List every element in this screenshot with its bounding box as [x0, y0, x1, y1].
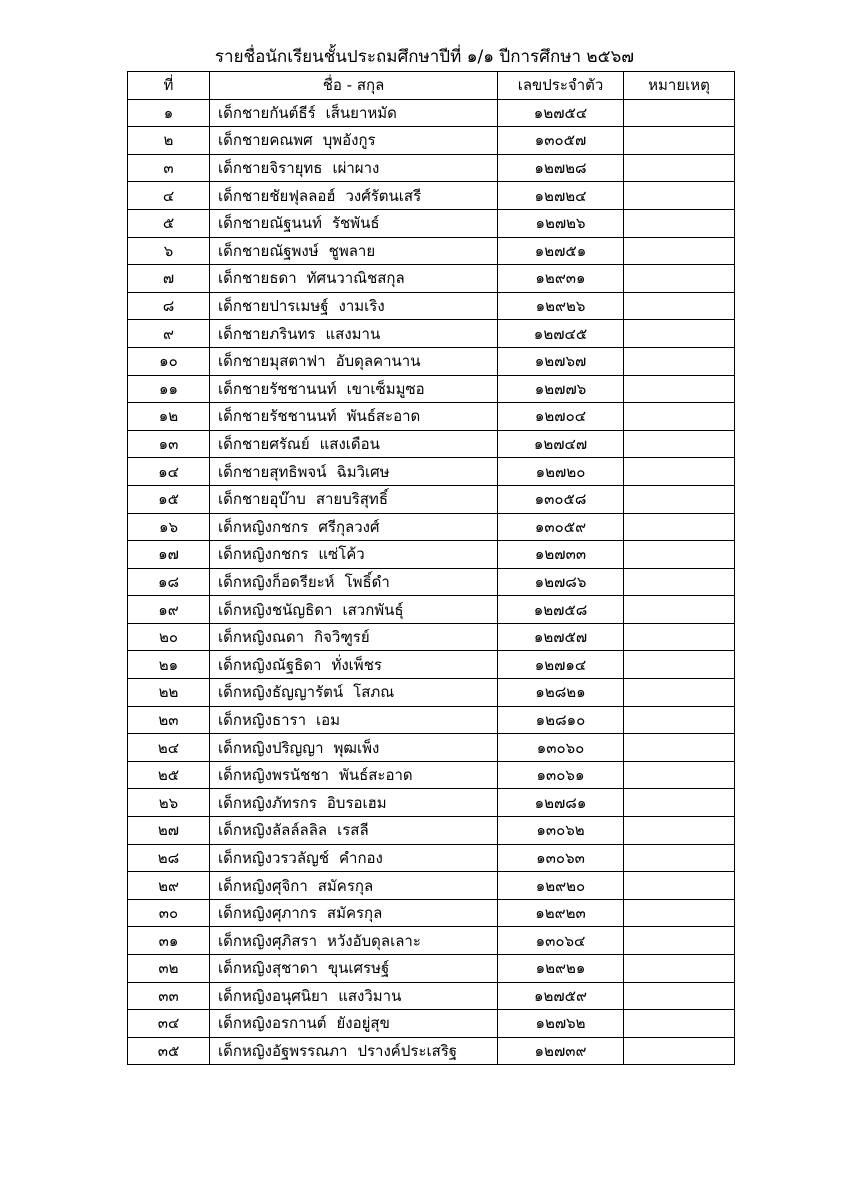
row-number: ๓๒	[128, 955, 210, 983]
student-first-name: เด็กหญิงลัลล์ลลิล	[218, 821, 328, 840]
student-full-name	[210, 182, 498, 210]
student-full-name	[210, 679, 498, 707]
student-first-name: เด็กชายณัฐพงษ์	[218, 241, 319, 260]
row-number: ๒	[128, 127, 210, 155]
row-number: ๒๖	[128, 789, 210, 817]
page-title: รายชื่อนักเรียนชั้นประถมศึกษาปีที่ ๑/๑ ปีการศึกษา ๒๕๖๗	[214, 47, 635, 67]
student-full-name	[210, 237, 498, 265]
table-row	[128, 982, 735, 1010]
student-full-name	[210, 347, 498, 375]
student-first-name: เด็กหญิงพรนัชชา	[218, 766, 329, 785]
student-full-name	[210, 513, 498, 541]
header-student-id: เลขประจำตัว	[498, 72, 624, 100]
table-body	[128, 99, 735, 1065]
table-row	[128, 403, 735, 431]
table-row	[128, 99, 735, 127]
student-last-name: เอม	[316, 710, 341, 729]
row-number: ๓๐	[128, 899, 210, 927]
remarks-cell	[624, 403, 735, 431]
table-row	[128, 292, 735, 320]
student-id: ๑๒๗๔๕	[498, 320, 624, 348]
student-id: ๑๒๙๒๖	[498, 292, 624, 320]
student-last-name: เรสลี	[337, 821, 369, 840]
remarks-cell	[624, 485, 735, 513]
row-number: ๒๗	[128, 817, 210, 845]
student-first-name: เด็กชายปารเมษฐ์	[218, 297, 329, 316]
student-last-name: สมัครกุล	[317, 876, 374, 895]
student-first-name: เด็กหญิงอัฐพรรณภา	[218, 1042, 348, 1061]
row-number: ๑๑	[128, 375, 210, 403]
table-row	[128, 872, 735, 900]
student-first-name: เด็กชายอุบ๊าบ	[218, 490, 306, 509]
remarks-cell	[624, 99, 735, 127]
table-row	[128, 955, 735, 983]
student-full-name	[210, 265, 498, 293]
row-number: ๑๘	[128, 568, 210, 596]
student-full-name	[210, 817, 498, 845]
table-row	[128, 706, 735, 734]
remarks-cell	[624, 265, 735, 293]
student-full-name	[210, 982, 498, 1010]
student-id: ๑๒๘๒๑	[498, 679, 624, 707]
table-header-row	[128, 72, 735, 100]
student-first-name: เด็กหญิงธัญญารัตน์	[218, 683, 344, 702]
student-first-name: เด็กชายคณพศ	[218, 131, 313, 150]
student-id: ๑๒๗๘๑	[498, 789, 624, 817]
student-id: ๑๒๙๓๑	[498, 265, 624, 293]
table-row	[128, 651, 735, 679]
student-last-name: สมัครกุล	[326, 904, 383, 923]
student-first-name: เด็กหญิงกชกร	[218, 517, 309, 536]
student-first-name: เด็กหญิงอนุศนิยา	[218, 986, 329, 1005]
student-id: ๑๒๗๓๓	[498, 541, 624, 569]
student-last-name: คำกอง	[339, 848, 383, 867]
table-row	[128, 347, 735, 375]
student-full-name	[210, 1010, 498, 1038]
row-number: ๑๔	[128, 458, 210, 486]
remarks-cell	[624, 320, 735, 348]
remarks-cell	[624, 209, 735, 237]
table-row	[128, 209, 735, 237]
row-number: ๒๓	[128, 706, 210, 734]
table-row	[128, 458, 735, 486]
remarks-cell	[624, 789, 735, 817]
row-number: ๓๑	[128, 927, 210, 955]
row-number: ๑๙	[128, 596, 210, 624]
remarks-cell	[624, 817, 735, 845]
student-first-name: เด็กหญิงศุภิสรา	[218, 931, 317, 950]
remarks-cell	[624, 623, 735, 651]
table-row	[128, 1010, 735, 1038]
student-last-name: หวังอับดุลเลาะ	[327, 931, 421, 950]
student-id: ๑๓๐๖๔	[498, 927, 624, 955]
remarks-cell	[624, 927, 735, 955]
remarks-cell	[624, 955, 735, 983]
student-first-name: เด็กชายศรัณย์	[218, 435, 310, 454]
student-last-name: กิจวิฑูรย์	[314, 628, 370, 647]
student-id: ๑๒๙๒๓	[498, 899, 624, 927]
student-last-name: อิบรอเฮม	[326, 793, 387, 812]
row-number: ๑๗	[128, 541, 210, 569]
row-number: ๖	[128, 237, 210, 265]
student-id: ๑๓๐๖๒	[498, 817, 624, 845]
remarks-cell	[624, 513, 735, 541]
student-id: ๑๒๗๖๗	[498, 347, 624, 375]
remarks-cell	[624, 182, 735, 210]
table-row	[128, 265, 735, 293]
student-full-name	[210, 209, 498, 237]
student-last-name: ชูพลาย	[328, 241, 376, 260]
student-last-name: ศรีกุลวงศ์	[318, 517, 380, 536]
student-first-name: เด็กหญิงวรวลัญช์	[218, 848, 329, 867]
student-last-name: พันธ์สะอาด	[338, 766, 413, 785]
remarks-cell	[624, 982, 735, 1010]
student-id: ๑๒๗๒๘	[498, 154, 624, 182]
student-id: ๑๒๗๒๔	[498, 182, 624, 210]
student-first-name: เด็กชายมุสตาฟา	[218, 352, 326, 371]
table-row	[128, 513, 735, 541]
row-number: ๓	[128, 154, 210, 182]
student-id: ๑๓๐๕๙	[498, 513, 624, 541]
remarks-cell	[624, 761, 735, 789]
remarks-cell	[624, 734, 735, 762]
student-last-name: บุพอังกูร	[322, 131, 376, 150]
student-first-name: เด็กหญิงชนัญธิดา	[218, 600, 333, 619]
student-last-name: โพธิ์ดำ	[344, 572, 390, 591]
remarks-cell	[624, 127, 735, 155]
remarks-cell	[624, 430, 735, 458]
row-number: ๒๐	[128, 623, 210, 651]
table-row	[128, 899, 735, 927]
student-full-name	[210, 651, 498, 679]
student-full-name	[210, 458, 498, 486]
student-full-name	[210, 320, 498, 348]
student-full-name	[210, 844, 498, 872]
student-first-name: เด็กชายจิรายุทธ	[218, 159, 323, 178]
student-full-name	[210, 292, 498, 320]
student-full-name	[210, 706, 498, 734]
table-row	[128, 568, 735, 596]
student-id: ๑๓๐๕๗	[498, 127, 624, 155]
student-last-name: แสงวิมาน	[338, 986, 402, 1005]
student-full-name	[210, 899, 498, 927]
remarks-cell	[624, 347, 735, 375]
table-row	[128, 237, 735, 265]
row-number: ๑๕	[128, 485, 210, 513]
student-id: ๑๓๐๖๐	[498, 734, 624, 762]
student-id: ๑๒๗๘๖	[498, 568, 624, 596]
student-last-name: ทัศนวาณิชสกุล	[306, 269, 405, 288]
student-full-name	[210, 127, 498, 155]
student-last-name: เส็นยาหมัด	[325, 103, 397, 122]
student-full-name	[210, 430, 498, 458]
table-row	[128, 182, 735, 210]
row-number: ๑๒	[128, 403, 210, 431]
student-full-name	[210, 568, 498, 596]
student-id: ๑๒๘๑๐	[498, 706, 624, 734]
student-full-name	[210, 955, 498, 983]
header-remarks: หมายเหตุ	[624, 72, 735, 100]
row-number: ๒๙	[128, 872, 210, 900]
student-id: ๑๒๙๒๑	[498, 955, 624, 983]
student-id: ๑๓๐๖๓	[498, 844, 624, 872]
row-number: ๑๖	[128, 513, 210, 541]
student-first-name: เด็กหญิงก็อดรียะห์	[218, 572, 335, 591]
student-last-name: พุฒเพ็ง	[333, 738, 380, 757]
student-full-name	[210, 872, 498, 900]
student-last-name: แสงมาน	[325, 324, 381, 343]
remarks-cell	[624, 568, 735, 596]
student-id: ๑๒๗๕๘	[498, 596, 624, 624]
table-row	[128, 844, 735, 872]
row-number: ๒๘	[128, 844, 210, 872]
student-last-name: สายบริสุทธิ์	[315, 490, 388, 509]
student-full-name	[210, 485, 498, 513]
student-last-name: แสงเดือน	[319, 435, 380, 454]
student-id: ๑๒๗๓๙	[498, 1037, 624, 1065]
student-first-name: เด็กหญิงศุจิกา	[218, 876, 308, 895]
remarks-cell	[624, 458, 735, 486]
student-last-name: วงศ์รัตนเสรี	[345, 186, 422, 205]
student-first-name: เด็กหญิงอรกานต์	[218, 1014, 327, 1033]
student-full-name	[210, 789, 498, 817]
student-first-name: เด็กหญิงณดา	[218, 628, 305, 647]
remarks-cell	[624, 1037, 735, 1065]
student-full-name	[210, 596, 498, 624]
student-first-name: เด็กชายชัยฟุลลอฮ์	[218, 186, 336, 205]
row-number: ๓๕	[128, 1037, 210, 1065]
remarks-cell	[624, 375, 735, 403]
student-roster-table	[127, 71, 735, 1065]
remarks-cell	[624, 292, 735, 320]
table-row	[128, 761, 735, 789]
row-number: ๗	[128, 265, 210, 293]
row-number: ๑	[128, 99, 210, 127]
row-number: ๓๓	[128, 982, 210, 1010]
table-row	[128, 623, 735, 651]
table-row	[128, 679, 735, 707]
student-full-name	[210, 623, 498, 651]
student-id: ๑๓๐๖๑	[498, 761, 624, 789]
student-id: ๑๒๗๔๗	[498, 430, 624, 458]
table-row	[128, 789, 735, 817]
student-last-name: เสวกพันธุ์	[342, 600, 404, 619]
student-last-name: เขาเซ็มมูซอ	[346, 379, 425, 398]
student-last-name: รัชพันธ์	[331, 214, 380, 233]
row-number: ๓๔	[128, 1010, 210, 1038]
student-full-name	[210, 375, 498, 403]
row-number: ๑๓	[128, 430, 210, 458]
student-first-name: เด็กหญิงศุภากร	[218, 904, 317, 923]
student-last-name: ยังอยู่สุข	[336, 1014, 390, 1033]
student-id: ๑๓๐๕๘	[498, 485, 624, 513]
header-number: ที่	[128, 72, 210, 100]
student-first-name: เด็กหญิงณัฐธิดา	[218, 655, 322, 674]
student-first-name: เด็กหญิงปริญญา	[218, 738, 324, 757]
student-first-name: เด็กชายณัฐนนท์	[218, 214, 322, 233]
student-full-name	[210, 541, 498, 569]
row-number: ๑๐	[128, 347, 210, 375]
table-row	[128, 1037, 735, 1065]
student-last-name: โสภณ	[353, 683, 395, 702]
table-row	[128, 541, 735, 569]
student-first-name: เด็กชายรัชชานนท์	[218, 379, 337, 398]
table-row	[128, 596, 735, 624]
table-row	[128, 430, 735, 458]
student-id: ๑๒๙๒๐	[498, 872, 624, 900]
table-row	[128, 734, 735, 762]
student-full-name	[210, 927, 498, 955]
student-last-name: พันธ์สะอาด	[346, 407, 421, 426]
student-first-name: เด็กชายรัชชานนท์	[218, 407, 337, 426]
student-last-name: ขุนเศรษฐ์	[327, 959, 390, 978]
table-row	[128, 927, 735, 955]
student-id: ๑๒๗๕๔	[498, 99, 624, 127]
student-last-name: แซ่โค้ว	[318, 545, 365, 564]
student-first-name: เด็กชายกันต์ธีร์	[218, 103, 316, 122]
remarks-cell	[624, 899, 735, 927]
row-number: ๒๑	[128, 651, 210, 679]
row-number: ๒๔	[128, 734, 210, 762]
remarks-cell	[624, 541, 735, 569]
student-full-name	[210, 734, 498, 762]
table-row	[128, 320, 735, 348]
row-number: ๙	[128, 320, 210, 348]
header-full-name: ชื่อ - สกุล	[210, 72, 498, 100]
row-number: ๔	[128, 182, 210, 210]
student-id: ๑๒๗๕๑	[498, 237, 624, 265]
remarks-cell	[624, 154, 735, 182]
student-last-name: เผ่าผาง	[332, 159, 380, 178]
student-first-name: เด็กหญิงภัทรกร	[218, 793, 317, 812]
student-id: ๑๒๗๐๔	[498, 403, 624, 431]
remarks-cell	[624, 596, 735, 624]
row-number: ๒๒	[128, 679, 210, 707]
student-full-name	[210, 154, 498, 182]
student-id: ๑๒๗๗๖	[498, 375, 624, 403]
table-row	[128, 154, 735, 182]
remarks-cell	[624, 706, 735, 734]
remarks-cell	[624, 651, 735, 679]
table-row	[128, 485, 735, 513]
student-first-name: เด็กชายสุทธิพจน์	[218, 462, 327, 481]
student-full-name	[210, 403, 498, 431]
remarks-cell	[624, 872, 735, 900]
remarks-cell	[624, 679, 735, 707]
student-id: ๑๒๗๒๖	[498, 209, 624, 237]
student-full-name	[210, 761, 498, 789]
student-last-name: งามเริง	[338, 297, 385, 316]
student-first-name: เด็กหญิงกชกร	[218, 545, 309, 564]
row-number: ๕	[128, 209, 210, 237]
student-id: ๑๒๗๒๐	[498, 458, 624, 486]
student-last-name: อับดุลคานาน	[335, 352, 421, 371]
remarks-cell	[624, 1010, 735, 1038]
student-full-name	[210, 1037, 498, 1065]
student-last-name: ปรางค์ประเสริฐ	[357, 1042, 458, 1061]
student-id: ๑๒๗๖๒	[498, 1010, 624, 1038]
row-number: ๒๕	[128, 761, 210, 789]
table-row	[128, 375, 735, 403]
student-first-name: เด็กชายธดา	[218, 269, 297, 288]
student-id: ๑๒๗๕๗	[498, 623, 624, 651]
remarks-cell	[624, 844, 735, 872]
row-number: ๘	[128, 292, 210, 320]
student-id: ๑๒๗๕๙	[498, 982, 624, 1010]
student-first-name: เด็กชายภรินทร	[218, 324, 316, 343]
student-id: ๑๒๗๑๔	[498, 651, 624, 679]
student-last-name: ฉิมวิเศษ	[336, 462, 390, 481]
table-row	[128, 817, 735, 845]
student-first-name: เด็กหญิงธารา	[218, 710, 307, 729]
table-row	[128, 127, 735, 155]
student-full-name	[210, 99, 498, 127]
student-first-name: เด็กหญิงสุชาดา	[218, 959, 318, 978]
remarks-cell	[624, 237, 735, 265]
student-last-name: ทั่งเพ็ชร	[331, 655, 382, 674]
